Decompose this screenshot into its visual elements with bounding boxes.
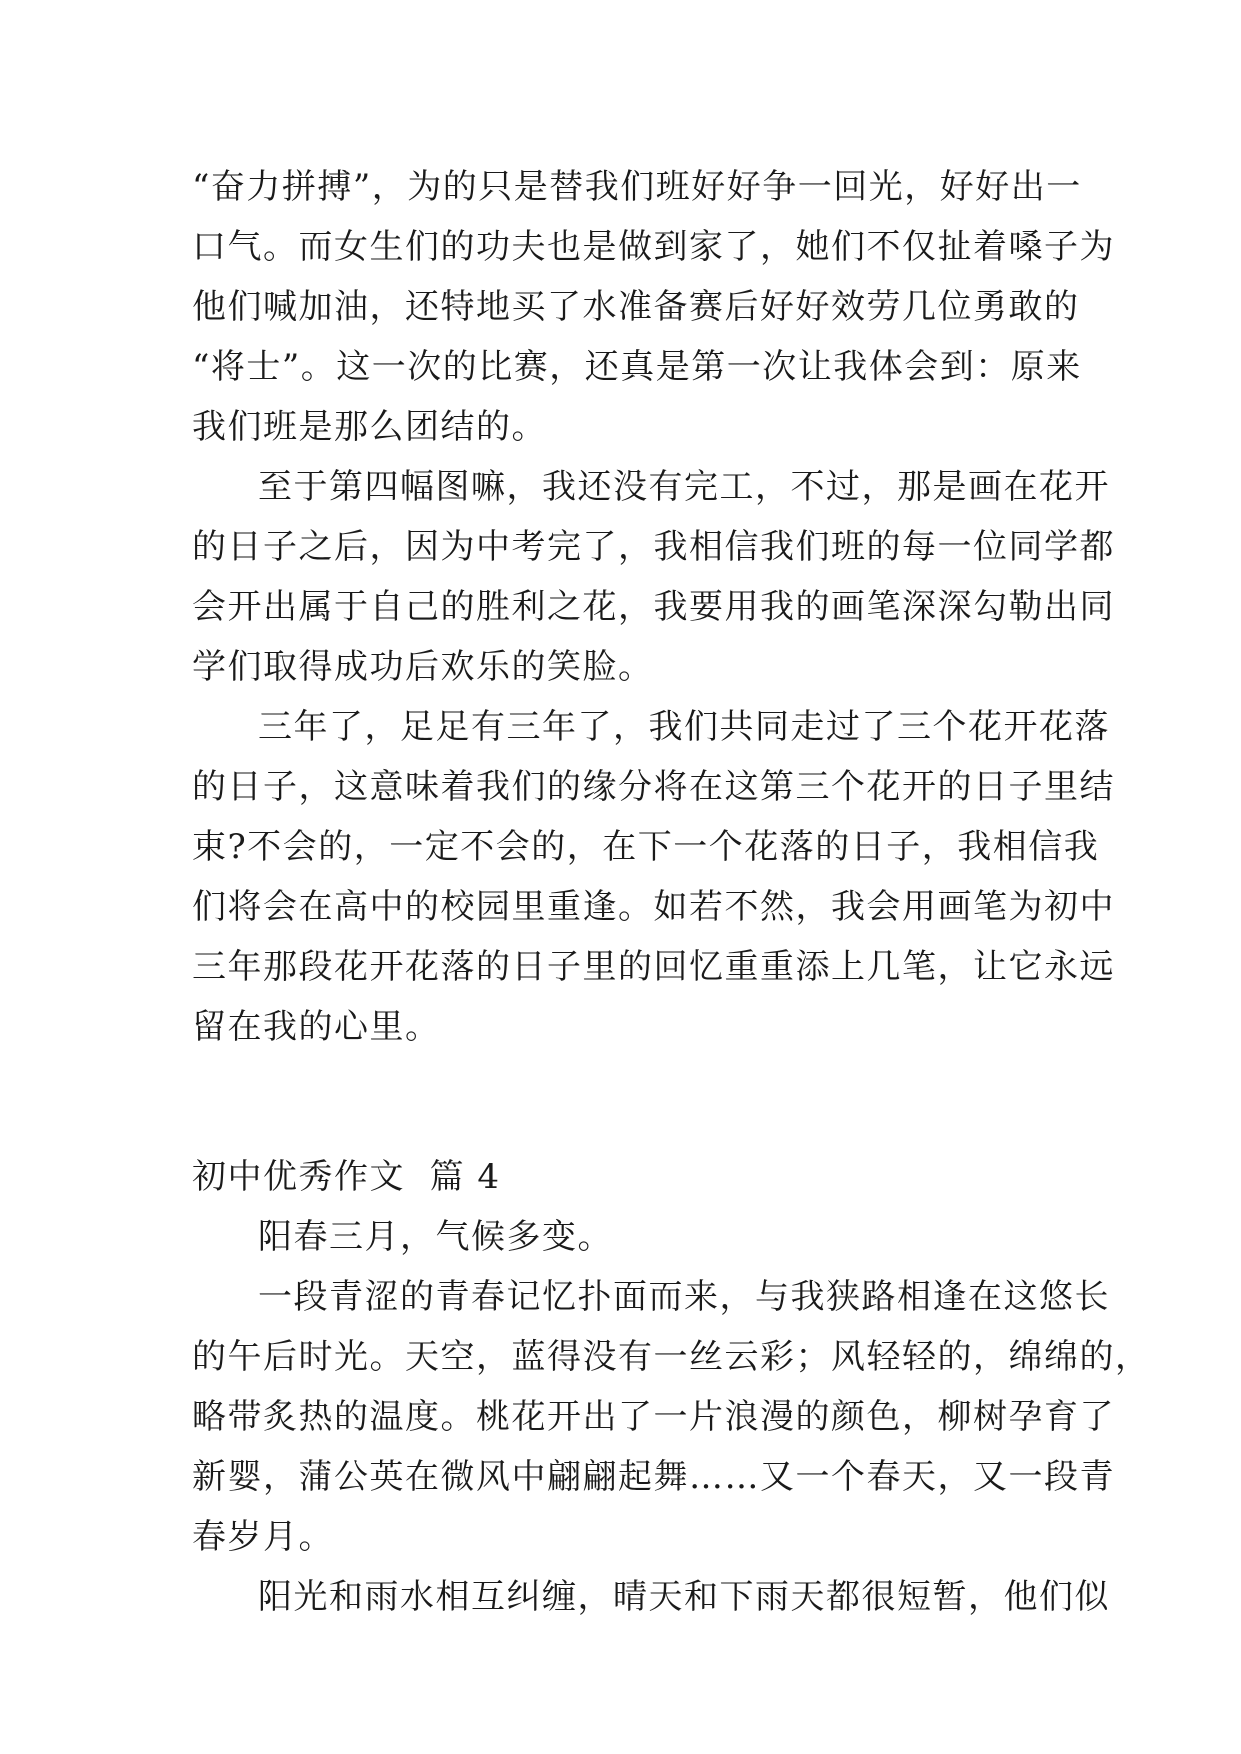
text-line: 他们喊加油，还特地买了水准备赛后好好效劳几位勇敢的 (192, 287, 1080, 327)
section-heading-block (192, 1147, 1052, 1207)
text-line: 新婴，蒲公英在微风中翩翩起舞……又一个春天，又一段青 (192, 1457, 1115, 1497)
text-line: “奋力拼搏”，为的只是替我们班好好争一回光，好好出一 (192, 167, 1082, 207)
text-line: 的午后时光。天空，蓝得没有一丝云彩；风轻轻的，绵绵的， (192, 1337, 1151, 1377)
text-line: 们将会在高中的校园里重逢。如若不然，我会用画笔为初中 (192, 887, 1115, 927)
text-line: 学们取得成功后欢乐的笑脸。 (192, 647, 654, 687)
text-line: 束?不会的，一定不会的，在下一个花落的日子，我相信我 (192, 827, 1100, 867)
text-line: 我们班是那么团结的。 (192, 407, 547, 447)
paragraph-6 (192, 1567, 1110, 1627)
text-line: 阳春三月，气候多变。 (258, 1217, 613, 1257)
paragraph-5 (192, 1267, 1151, 1567)
text-line: “将士”。这一次的比赛，还真是第一次让我体会到：原来 (192, 347, 1082, 387)
text-line: 略带炙热的温度。桃花开出了一片浪漫的颜色，柳树孕育了 (192, 1397, 1115, 1437)
text-line: 一段青涩的青春记忆扑面而来，与我狭路相逢在这悠长 (258, 1277, 1110, 1317)
paragraph-1 (192, 157, 1115, 457)
text-line: 的日子，这意味着我们的缘分将在这第三个花开的日子里结 (192, 767, 1115, 807)
text-line: 口气。而女生们的功夫也是做到家了，她们不仅扯着嗓子为 (192, 227, 1115, 267)
text-line: 至于第四幅图嘛，我还没有完工，不过，那是画在花开 (258, 467, 1110, 507)
text-line: 三年了，足足有三年了，我们共同走过了三个花开花落 (258, 707, 1110, 747)
paragraph-3 (192, 697, 1115, 1057)
section-heading: 初中优秀作文 篇 4 (192, 1157, 501, 1197)
text-line: 春岁月。 (192, 1517, 334, 1557)
document-body (192, 157, 1151, 1627)
text-line: 会开出属于自己的胜利之花，我要用我的画笔深深勾勒出同 (192, 587, 1115, 627)
text-line: 阳光和雨水相互纠缠，晴天和下雨天都很短暂，他们似 (258, 1577, 1110, 1617)
paragraph-4 (192, 1207, 1052, 1267)
text-line: 三年那段花开花落的日子里的回忆重重添上几笔，让它永远 (192, 947, 1115, 987)
text-line: 留在我的心里。 (192, 1007, 441, 1047)
paragraph-2 (192, 457, 1115, 697)
text-line: 的日子之后，因为中考完了，我相信我们班的每一位同学都 (192, 527, 1115, 567)
